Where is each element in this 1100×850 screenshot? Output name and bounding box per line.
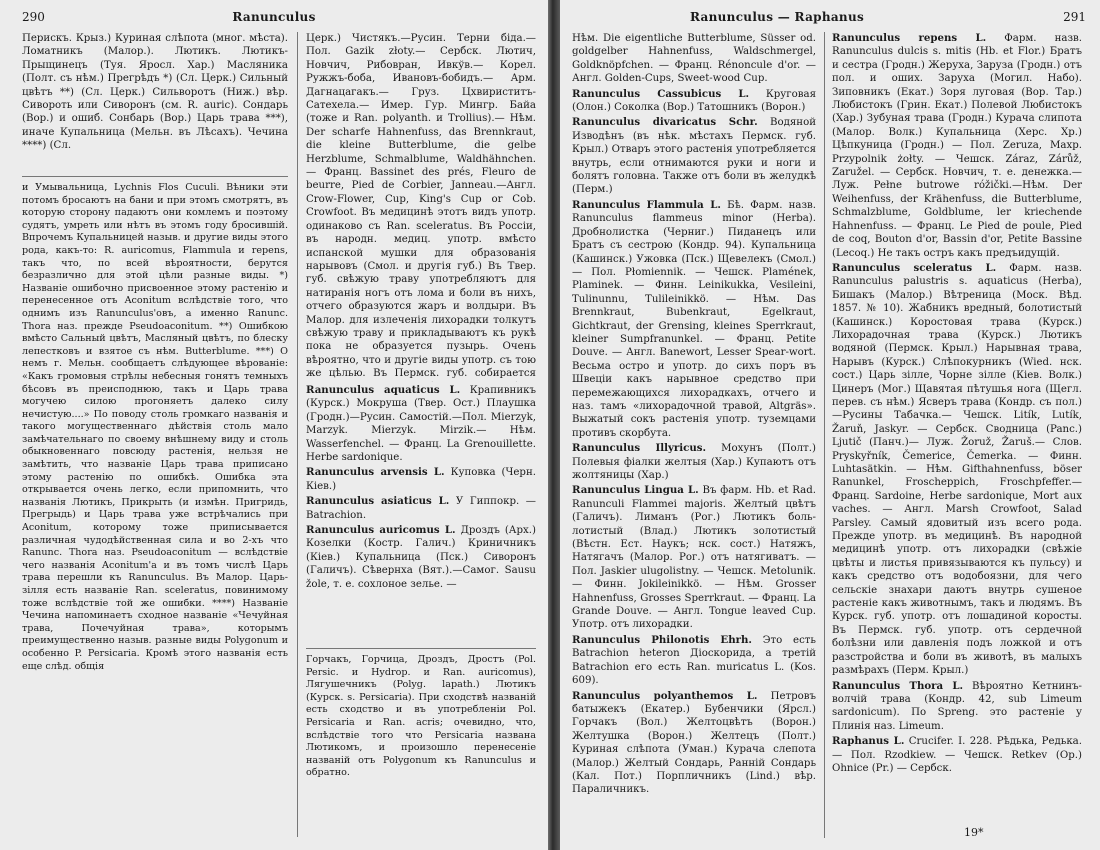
col2-top-text: [306, 32, 536, 382]
dictionary-entry: [572, 199, 816, 440]
entry-head: Ranunculus Philonotis Ehrh.: [572, 633, 752, 646]
entry-head: Ranunculus Illyricus.: [572, 442, 707, 455]
entry-text: Фарм. назв. Ranunculus palustris s. aquaticus (Herba), Бишакъ (Малор.) Вѣтреница (Моск. Вѣд. 1857. № 10). Жабникъ вредный, болотистый (Кашинск.) Коростовая трава (Курск.) Лихорадочная трава (Курск.) Лютикъ водяной (Пермск. Крыл.) Нарывная трава, Нарывъ (Курск.) Слѣпокурникъ (Wied. нск. сост.) Царь зілле, Чорне зілле (Кіев. Волк.) Цинеръ (Мог.) Щавятая пѣтушья нога (Щегл. перев. съ нѣм.) Ясверъ трава (Кондр. съ пол.)—Русины Табачка.— Чешск. Litík, Lutík, Žaruň, Jaskyr. — Сербск. Сводница (Panc.) Ljutič (Панч.)— Луж. Žoruž, Žaruš.— Слов. Pryskyřník, Čemerice, Čemerka. — Финн. Luhtasätkin. — Нѣм. Gifthahnenfuss, böser Ranunkel, Froscheppich, Froschpfeffer.— Франц. Sardoine, Herbe sardonique, Mort aux vaches. — Англ. Marsh Crowfoot, Salad Parsley. Самый ядовитый изъ всего рода. Прежде употр. въ медицинѣ. Въ народной медицинѣ употр. отъ лихорадки (свѣжіе цвѣты и листья привязываются къ пульсу) и какъ средство отъ водобоязни, для чего сельскіе знахари даютъ внутрь сушеное растеніе какъ животнымъ, такъ и людямъ. Въ Курск. губ. употр. отъ лошадиной коросты. Въ Пермск. губ. употр. отъ сердечной болѣзни или давленія подъ ложкой и отъ разстройства и боли въ животѣ, въ малыхъ размѣрахъ (Перм. Крыл.): [832, 262, 1082, 677]
dictionary-entry: [572, 634, 816, 688]
entry-head: Ranunculus polyanthemos L.: [572, 689, 758, 702]
entry-text: Мохунъ (Полт.) Полевыя фіалки желтыя (Хар.) Купаютъ отъ жолтяницы (Хар.): [572, 443, 816, 481]
col2-top-paragraph: Церк.) Чистякъ.—Русин. Терни біда.—Пол. Gazik złoty.— Сербск. Лютич, Новчич, Рибовран, Ивкўв.— Корел. Ружжъ-боба, Ивановъ-бобидъ.— Арм. Дагнацагакъ.— Груз. Цхвириститъ-Сатехела.— Имер. Гур. Мингр. Байа (тоже и Ran. polyanth. и Trollius).— Нѣм. Der scharfe Hahnenfuss, das Brennkraut, die kleine Butterblume, die gelbe Herzblume, Schmalblume, Waldhähnchen. — Франц. Bassinet des prés, Fleuro de beurre, Pied de Corbier, Janneau.—Англ. Crow-Flower, Cup, King's Cup or Cob. Crowfoot. Въ медицинѣ этотъ видъ употр. одинаково съ Ran. sceleratus. Въ Россіи, въ народн. медиц. употр. вмѣсто испанской мушки для образованія нарывовъ (Смол. и другія губ.) Въ Твер. губ. свѣжую траву употребляютъ для натиранія ногъ отъ лома и боли въ нихъ, отчего образуются жаръ и волдыри. Въ Малор. для излеченія лихорадки толкутъ свѣжую траву и прикладываютъ къ рукѣ пока не образуется пузырь. Очень вѣроятно, что и другіе виды употр. съ тою же цѣлью. Въ Пермск. губ. собирается: [306, 33, 536, 380]
footnote-separator: [22, 176, 288, 177]
entry-head: Ranunculus arvensis L.: [306, 466, 445, 479]
entry-text: Фарм. назв. Ranunculus dulcis s. mitis (Hb. et Flor.) Братъ и сестра (Гродн.) Жеруха, Заруза (Гродн.) отъ пол. и оших. Заруха (Могил. Набо). Зиповникъ (Екат.) Зоря луговая (Вор. Тар.) Любистокъ (Грин. Екат.) Полевой Любистокъ (Хар.) Зубуная трава (Гродн.) Курача слипота (Малор. Волк.) Купальница (Херс. Хр.) Цѣпкуница (Гродн.) — Пол. Zeruza, Maxp. Przypolnik żołty. — Чешск. Záraz, Zárůž, Zaružel. — Сербск. Новчич, т. е. денежка.— Луж. Pełne butrowe róžički.—Нѣм. Der Weihenfuss, der Krähenfuss, die Butterblume, Schmalzblume, Goldblume, ler kriechende Hahnenfuss. — Франц. Le Pied de poule, Pied de coq, Bouton d'or, Bassin d'or, Petite Bassine (Lecoq.) Не такъ остръ какъ предъидущій.: [832, 33, 1082, 259]
col4-text: [832, 32, 1082, 822]
footnote-separator: [306, 648, 536, 649]
book-gutter: [548, 0, 560, 850]
entry-text: Круговая (Олон.) Соколка (Вор.) Татошникъ (Ворон.): [572, 88, 816, 114]
entry-head: Ranunculus repens L.: [832, 32, 987, 44]
left-page: [0, 0, 548, 850]
col2-footnotes: [306, 654, 536, 837]
entry-text: Это есть Batrachion heteron Діоскорида, а третій Batrachion его есть Ran. muricatus L. (Kos. 609).: [572, 634, 816, 687]
col3-top-paragraph: Нѣм. Die eigentliche Butterblume, Süsser od. goldgelber Hahnenfuss, Waldschmergel, Goldknöpfchen. — Франц. Rénoncule d'or. — Англ. Golden-Cups, Sweet-wood Cup.: [572, 33, 816, 85]
col1-top-paragraph: Перискъ. Крыз.) Куриная слѣпота (мног. мѣста). Ломатникъ (Малор.). Лютикъ. Лютикъ-Прыщинецъ (Туя. Яросл. Хар.) Масляника (Полт. съ нѣм.) Прегрѣдъ *) (Сл. Церк.) Сильный цвѣтъ **) (Сл. Церк.) Сильворотъ (Ниж.) вѣр. Сивороть или Сиворонъ (см. R. auric). Сондарь (Вор.) и ошиб. Сонбарь (Вор.) Царь трава ***), иначе Купальница (Мельн. въ Лѣсахъ). Чечина ****) (Сл.: [22, 33, 288, 152]
dictionary-entry: [572, 88, 816, 115]
col2-footnotes-paragraph: Горчакъ, Горчица, Дроздъ, Дростъ (Pol. Persic. и Hydrop. и Ran. auricomus), Лягушечникъ (Polyg. lapath.) Лютикъ (Курск. s. Persicaria). При сходствѣ названій есть сходство и въ употребленіи Pol. Persicaria и Ran. acris; очевидно, что, вслѣдствіе того что Persicaria названа Лютикомъ, и произошло перенесеніе названій отъ Polygonum къ Ranunculus и обратно.: [306, 654, 536, 779]
entry-text: Водяной Изводѣнъ (въ нѣк. мѣстахъ Пермск. губ. Крыл.) Отваръ этого растенія употребляется внутрь, если отнимаются руки и ноги и болятъ головна. Также отъ боли въ желудкѣ (Перм.): [572, 117, 816, 196]
col1-footnotes-paragraph: и Умывальница, Lychnis Flos Cuculi. Вѣники эти потомъ бросаютъ на бани и при этомъ смотрятъ, въ которую сторону падаютъ они комлемъ и поэтому судятъ, умреть или нѣтъ въ этомъ году бросившій. Впрочемъ Купальницей назыв. и другие виды этого рода, какъ-то: R. auricomus, Flammula и repens, такъ что, по всей вѣроятности, берутся безразлично для этой цѣли разные виды. *) Названіе ошибочно присвоенное этому растенію и перенесенное отъ Aconitum вслѣдствіе того, что однимъ изъ Ranunculus'овъ, а именно Ranunc. Thora наз. прежде Pseudoaconitum. **) Ошибкою вмѣсто Сальный цвѣтъ, Масляный цвѣтъ, по блеску лепестковъ и взятое съ нѣм. Butterblume. ***) О немъ г. Мельн. сообщаетъ слѣдующее вѣрованіе: «Какъ громовыя стрѣлы небесныя гонятъ темныхъ бѣсовъ въ преисподнюю, такъ и Царь трава могучею силою прогоняетъ далеко силу нечистую....» По поводу столь громкаго названія и такого могущественнаго дѣйствія столь мало замѣчательнаго по своему внѣшнему виду и столь обыкновеннаго повсюду растенія, нельзя не замѣтить, что названіе Царь трава приписано этому растенію по ошибкѣ. Ошибка эта открывается очень легко, если припомнить, что названія Лютикъ, Прикрыть (и измѣн. Пригридь, Прегрыдь) и Царь трава уже встрѣчались при Aconitum, которому тоже приписывается различная чудодѣйственная сила и во 2-хъ что Ranunc. Thora наз. Pseudoaconitum — вслѣдствіе чего названія Aconitum'а и въ томъ числѣ Царь трава перешли къ Ranunculus. Въ Малор. Царь-зілля есть названіе Ran. sceleratus, повинимому тоже вслѣдствіе той же ошибки. ****) Названіе Чечина напоминаетъ сходное названіе «Чечуйная трава, Почечуйная трава», которымъ преимущественно назыв. разные виды Polygonum и особенно P. Persicaria. Кромѣ этого названія есть еще слѣд. общія: [22, 182, 288, 672]
dictionary-entry: [572, 442, 816, 482]
entry-head: Ranunculus divaricatus Schr.: [572, 116, 758, 129]
entry-text: Бѣ. Фарм. назв. Ranunculus flammeus minor (Herba). Дробнолистка (Черниг.) Пиданецъ или Братъ съ сестрою (Кондр. 94). Купальница (Кашинск.) Ужовка (Пск.) Щевелекъ (Смол.)— Пол. Płomiennik. — Чешск. Plamének, Plaminek. — Финн. Leinikukka, Vesileini, Tulinunnu, Tulileinikkö. — Нѣм. Das Brennkraut, Bubenkraut, Egelkraut, Gichtkraut, der Grensing, kleines Sperrkraut, kleiner Sumpfranunkel. — Франц. Petite Douve. — Англ. Banewort, Lesser Spear-wort. Весьма остро и употр. до сихъ поръ въ Швеціи какъ нарывное средство при перемежающихся лихорадкахъ, отчего и наз. тамъ «лихорадочной травой, Altgräs». Выжатый сокъ растенія употр. туземцами противъ скорбута.: [572, 199, 816, 439]
right-page: [560, 0, 1100, 850]
entry-text: Вѣроятно Кетнинъ-волчій трава (Кондр. 42, sub Limeum sardonicum). По Spreng. это растеніе у Плинія наз. Limeum.: [832, 680, 1082, 732]
entry-head: Ranunculus sceleratus L.: [832, 261, 997, 274]
col3-text: [572, 32, 816, 838]
dictionary-entry: [306, 384, 536, 464]
dictionary-entry: [306, 495, 536, 522]
signature-mark: 19*: [964, 826, 984, 839]
entry-head: Ranunculus Thora L.: [832, 679, 964, 692]
col1-top-text: [22, 32, 288, 172]
right-page-number: 291: [1063, 10, 1086, 24]
dictionary-entry: [832, 735, 1082, 775]
left-running-head: Ranunculus: [232, 10, 316, 24]
dictionary-entry: [832, 262, 1082, 678]
column-divider-right: [824, 32, 825, 838]
dictionary-entry: [832, 680, 1082, 734]
entry-text: Crucifer. I. 228. Рѣдька, Редька. — Пол. Rzodkiew. — Чешск. Retkev (Op.) Ohnice (Pr.) — Сербск.: [832, 736, 1082, 774]
col2-entries: [306, 384, 536, 642]
dictionary-entry: [306, 524, 536, 591]
left-page-number: 290: [22, 10, 45, 24]
entry-head: Ranunculus asiaticus L.: [306, 495, 450, 508]
entry-head: Ranunculus Cassubicus L.: [572, 87, 750, 100]
dictionary-entry: [572, 690, 816, 797]
entry-text: Въ фарм. Hb. et Rad. Ranunculi Flammei majoris. Желтый цвѣтъ (Галичъ). Лиманъ (Рог.) Лютикъ боль-лотистый (Влад.) Лютикъ золотистый (Вѣстн. Ест. Наукъ; нск. сост.) Натяжъ, Натягачъ (Малор. Рог.) отъ натягиватъ. — Пол. Jaskier ulugolistny. — Чешск. Metolunik. — Финн. Jokileinikkö. — Нѣм. Grosser Hahnenfuss, Grosses Sperrkraut. — Франц. La Grande Douve. — Англ. Tongue leaved Cup. Употр. отъ лихорадки.: [572, 485, 816, 631]
entry-head: Raphanus L.: [832, 735, 905, 748]
column-divider-left: [297, 32, 298, 837]
dictionary-entry: [572, 484, 816, 631]
dictionary-entry: [572, 116, 816, 196]
entry-head: Ranunculus aquaticus L.: [306, 384, 461, 396]
entry-head: Ranunculus auricomus L.: [306, 524, 456, 537]
dictionary-entry: [306, 466, 536, 493]
entry-head: Ranunculus Flammula L.: [572, 198, 721, 211]
entry-text: У Гиппокр. — Batrachion.: [306, 496, 536, 521]
col1-footnotes: [22, 182, 288, 837]
dictionary-entry: [832, 32, 1082, 260]
entry-text: Крапивникъ (Курск.) Мокруша (Твер. Ост.) Плаушка (Гродн.)—Русин. Самостій.—Пол. Mierzyk, Marzyk. Mierzyk. Mirzik.— Нѣм. Wasserfenchel. — Франц. La Grenouillette. Herbe sardonique.: [306, 385, 536, 464]
entry-text: Дроздъ (Арх.) Козелки (Костр. Галич.) Криничникъ (Кіев.) Купальница (Пск.) Сиворонъ (Галичъ). Сѣвернха (Вят.).—Самог. Sausu žole, т. е. сохлоное зелье. —: [306, 525, 536, 590]
entry-head: Ranunculus Lingua L.: [572, 484, 699, 497]
right-running-head: Ranunculus — Raphanus: [690, 10, 865, 24]
entry-text: Петровъ батыжекъ (Екатер.) Бубенчики (Ярсл.) Горчакъ (Вол.) Желтоцвѣтъ (Ворон.) Желтушка (Ворон.) Желтецъ (Полт.) Куриная слѣпота (Уман.) Курача слепота (Малор.) Желтый Сондарь, Ранній Сондарь (Кал. Пот.) Порпличникъ (Lind.) вѣр. Параличникъ.: [572, 690, 816, 796]
entry-text: Куповка (Черн. Кіев.): [306, 467, 536, 492]
